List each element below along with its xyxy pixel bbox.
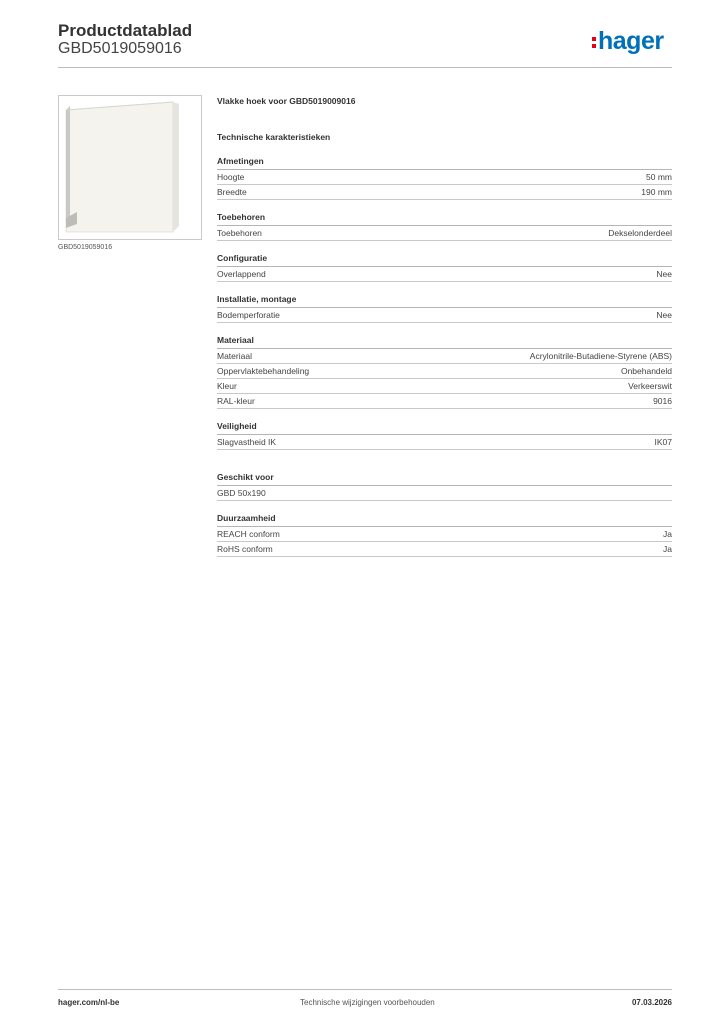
technical-characteristics-title: Technische karakteristieken	[217, 132, 331, 142]
spec-section	[217, 511, 672, 557]
spec-row	[217, 542, 672, 557]
spec-value: Onbehandeld	[620, 366, 672, 376]
spec-row	[217, 349, 672, 364]
spec-section	[217, 210, 672, 241]
spec-label: Materiaal	[217, 351, 252, 361]
footer-date: 07.03.2026	[631, 998, 672, 1007]
spec-section	[217, 470, 672, 501]
spec-value: Nee	[656, 269, 672, 279]
spec-label: RoHS conform	[217, 544, 273, 554]
spec-value: Ja	[663, 544, 672, 554]
spec-content	[217, 94, 672, 557]
section-title: Installatie, montage	[217, 292, 672, 308]
spec-label: GBD 50x190	[217, 488, 266, 498]
footer-website-link[interactable]: hager.com/nl-be	[58, 998, 120, 1007]
section-title: Configuratie	[217, 251, 672, 267]
footer-notice: Technische wijzigingen voorbehouden	[300, 998, 435, 1007]
spec-label: Toebehoren	[217, 228, 262, 238]
product-description: Vlakke hoek voor GBD5019009016	[217, 96, 356, 106]
spec-label: Oppervlaktebehandeling	[217, 366, 310, 376]
spec-section	[217, 419, 672, 450]
spec-row	[217, 379, 672, 394]
header-divider	[58, 67, 672, 68]
spec-label: Kleur	[217, 381, 237, 391]
spec-row	[217, 267, 672, 282]
footer-divider	[58, 989, 672, 990]
spec-value: 190 mm	[641, 187, 672, 197]
spec-label: Bodemperforatie	[217, 310, 280, 320]
flat-corner-cover-illustration	[59, 96, 201, 239]
extra-spec-sections	[217, 470, 672, 557]
spec-value: Nee	[656, 310, 672, 320]
spec-section	[217, 251, 672, 282]
spec-section	[217, 333, 672, 409]
spec-label: Slagvastheid IK	[217, 437, 277, 447]
document-product-code: GBD5019059016	[58, 40, 182, 57]
spec-label: Overlappend	[217, 269, 266, 279]
logo-text: hager	[598, 27, 664, 55]
spec-sections	[217, 154, 672, 450]
spec-row	[217, 394, 672, 409]
spec-value: Acrylonitrile-Butadiene-Styrene (ABS)	[529, 351, 672, 361]
section-title: Duurzaamheid	[217, 511, 672, 527]
spec-value: IK07	[654, 437, 672, 447]
spec-value: Dekselonderdeel	[608, 228, 672, 238]
spec-row	[217, 527, 672, 542]
spec-value: Verkeerswit	[628, 381, 672, 391]
logo-dots-icon	[592, 34, 597, 50]
spec-row	[217, 170, 672, 185]
image-caption: GBD5019059016	[58, 244, 113, 251]
section-title: Geschikt voor	[217, 470, 672, 486]
section-title: Toebehoren	[217, 210, 672, 226]
spec-label: Hoogte	[217, 172, 245, 182]
spec-label: REACH conform	[217, 529, 280, 539]
section-title: Materiaal	[217, 333, 672, 349]
hager-logo	[592, 27, 664, 55]
spec-section	[217, 154, 672, 200]
spec-row	[217, 486, 672, 501]
spec-row	[217, 226, 672, 241]
spec-value: 9016	[653, 396, 672, 406]
spec-row	[217, 185, 672, 200]
section-title: Afmetingen	[217, 154, 672, 170]
spec-row	[217, 364, 672, 379]
spec-value: Ja	[663, 529, 672, 539]
spec-label: RAL-kleur	[217, 396, 255, 406]
spec-row	[217, 308, 672, 323]
spec-row	[217, 435, 672, 450]
spec-label: Breedte	[217, 187, 247, 197]
product-image	[58, 95, 202, 240]
document-title: Productdatablad	[58, 21, 193, 40]
spec-value: 50 mm	[646, 172, 672, 182]
section-title: Veiligheid	[217, 419, 672, 435]
spec-section	[217, 292, 672, 323]
